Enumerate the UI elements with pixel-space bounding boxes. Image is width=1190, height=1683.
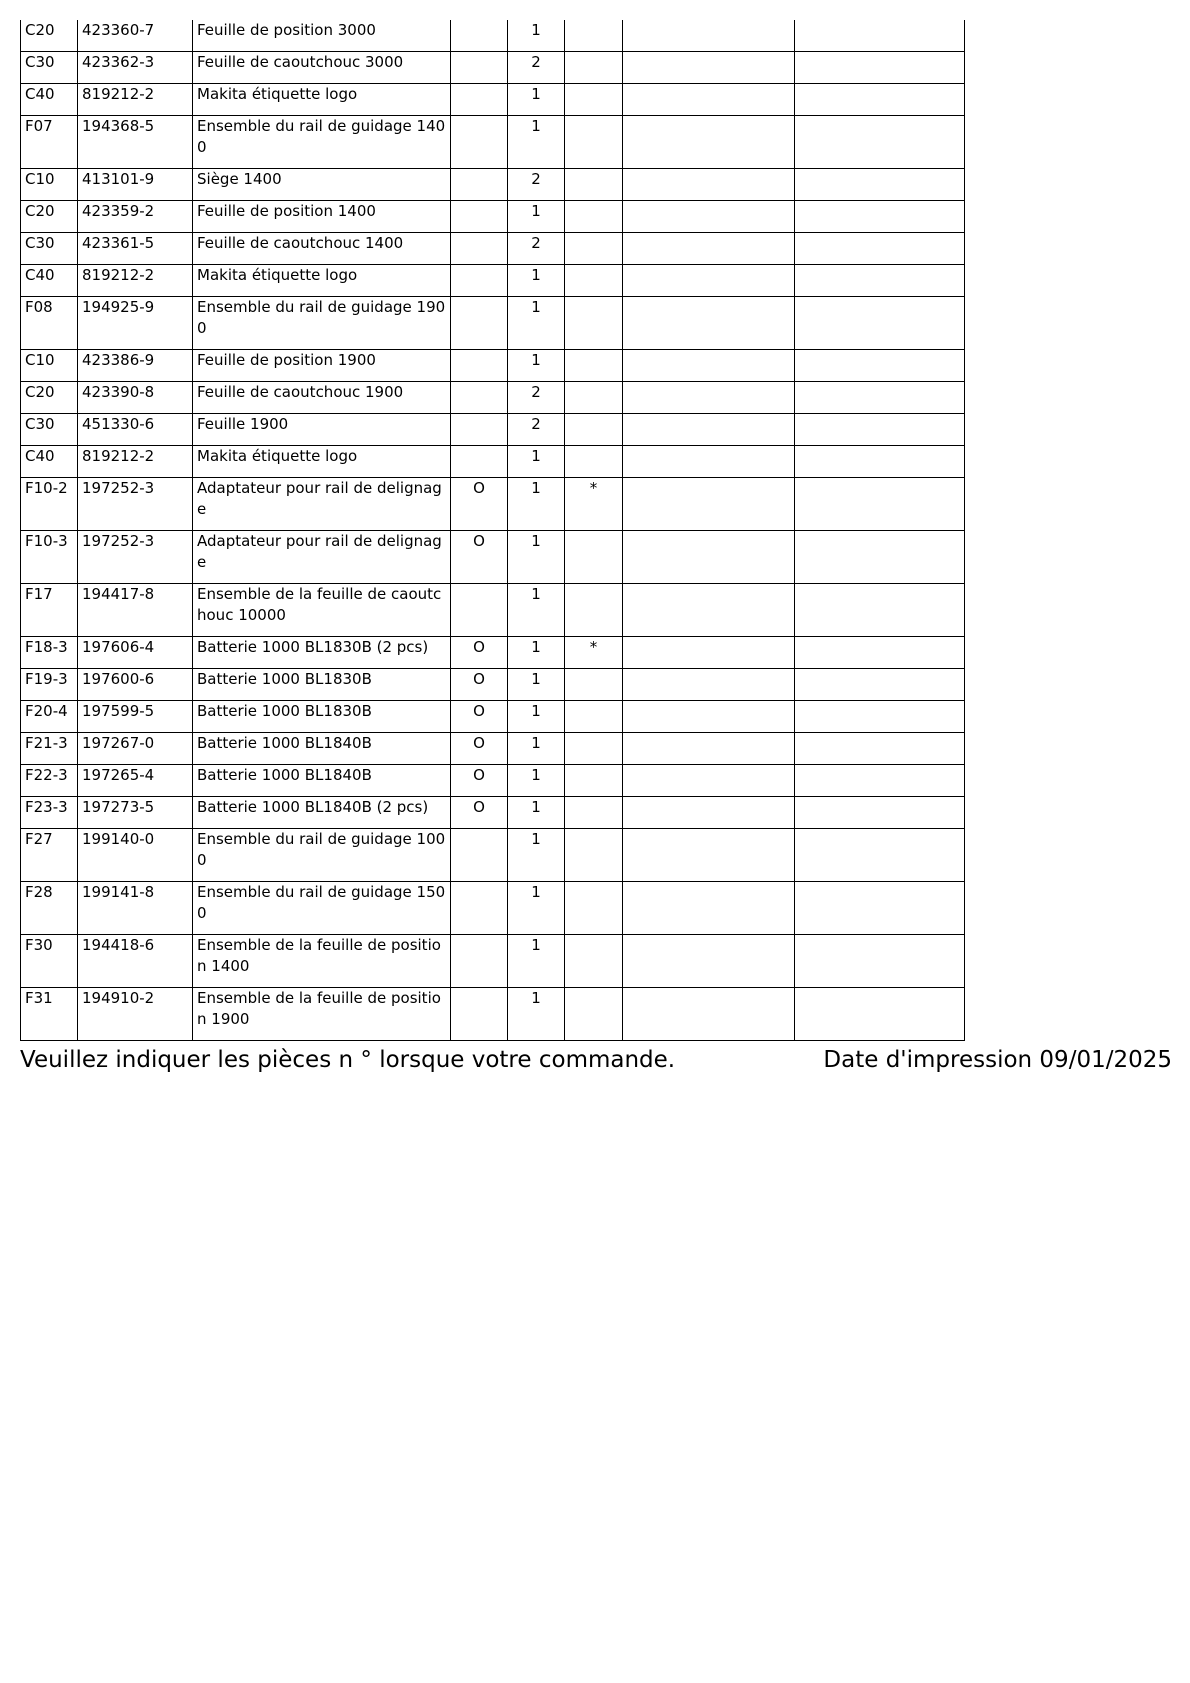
description-cell: Feuille 1900 xyxy=(193,414,451,446)
blank-cell xyxy=(623,733,795,765)
description-cell: Ensemble de la feuille de caoutchouc 10000 xyxy=(193,584,451,637)
description-cell: Ensemble du rail de guidage 1400 xyxy=(193,116,451,169)
table-row xyxy=(21,116,965,169)
quantity-cell: 1 xyxy=(508,797,565,829)
table-row xyxy=(21,988,965,1041)
table-row xyxy=(21,797,965,829)
item-number-cell: F22-3 xyxy=(21,765,78,797)
table-row xyxy=(21,829,965,882)
item-number-cell: F27 xyxy=(21,829,78,882)
blank-cell xyxy=(623,20,795,52)
item-number-cell: C40 xyxy=(21,446,78,478)
description-cell: Makita étiquette logo xyxy=(193,265,451,297)
blank-cell xyxy=(623,701,795,733)
item-number-cell: C40 xyxy=(21,265,78,297)
blank-cell xyxy=(795,478,965,531)
quantity-cell: 1 xyxy=(508,669,565,701)
blank-cell xyxy=(795,84,965,116)
table-row xyxy=(21,20,965,52)
description-cell: Batterie 1000 BL1840B xyxy=(193,765,451,797)
blank-cell xyxy=(623,84,795,116)
part-number-cell: 199141-8 xyxy=(78,882,193,935)
part-number-cell: 194925-9 xyxy=(78,297,193,350)
table-row xyxy=(21,265,965,297)
part-number-cell: 197599-5 xyxy=(78,701,193,733)
quantity-cell: 2 xyxy=(508,414,565,446)
option-cell xyxy=(451,169,508,201)
table-row xyxy=(21,935,965,988)
blank-cell xyxy=(795,829,965,882)
mark-cell xyxy=(565,829,623,882)
blank-cell xyxy=(795,52,965,84)
blank-cell xyxy=(623,350,795,382)
option-cell: O xyxy=(451,637,508,669)
item-number-cell: C20 xyxy=(21,20,78,52)
blank-cell xyxy=(795,297,965,350)
table-row xyxy=(21,584,965,637)
description-cell: Ensemble de la feuille de position 1400 xyxy=(193,935,451,988)
blank-cell xyxy=(795,797,965,829)
mark-cell xyxy=(565,765,623,797)
mark-cell xyxy=(565,935,623,988)
part-number-cell: 819212-2 xyxy=(78,84,193,116)
blank-cell xyxy=(795,265,965,297)
description-cell: Adaptateur pour rail de delignage xyxy=(193,531,451,584)
description-cell: Batterie 1000 BL1830B (2 pcs) xyxy=(193,637,451,669)
description-cell: Ensemble du rail de guidage 1500 xyxy=(193,882,451,935)
blank-cell xyxy=(623,829,795,882)
part-number-cell: 194417-8 xyxy=(78,584,193,637)
description-cell: Batterie 1000 BL1830B xyxy=(193,701,451,733)
mark-cell xyxy=(565,382,623,414)
part-number-cell: 423361-5 xyxy=(78,233,193,265)
description-cell: Ensemble du rail de guidage 1900 xyxy=(193,297,451,350)
quantity-cell: 1 xyxy=(508,531,565,584)
blank-cell xyxy=(795,669,965,701)
quantity-cell: 1 xyxy=(508,478,565,531)
mark-cell xyxy=(565,446,623,478)
quantity-cell: 1 xyxy=(508,265,565,297)
table-row xyxy=(21,84,965,116)
option-cell xyxy=(451,297,508,350)
option-cell xyxy=(451,116,508,169)
quantity-cell: 1 xyxy=(508,882,565,935)
part-number-cell: 423359-2 xyxy=(78,201,193,233)
part-number-cell: 423390-8 xyxy=(78,382,193,414)
table-row xyxy=(21,233,965,265)
description-cell: Makita étiquette logo xyxy=(193,446,451,478)
print-date: Date d'impression 09/01/2025 xyxy=(823,1047,1172,1073)
part-number-cell: 423386-9 xyxy=(78,350,193,382)
quantity-cell: 1 xyxy=(508,201,565,233)
blank-cell xyxy=(623,116,795,169)
option-cell xyxy=(451,935,508,988)
option-cell xyxy=(451,201,508,233)
description-cell: Batterie 1000 BL1830B xyxy=(193,669,451,701)
description-cell: Feuille de position 1400 xyxy=(193,201,451,233)
quantity-cell: 1 xyxy=(508,446,565,478)
blank-cell xyxy=(623,531,795,584)
item-number-cell: F08 xyxy=(21,297,78,350)
part-number-cell: 197252-3 xyxy=(78,478,193,531)
blank-cell xyxy=(623,584,795,637)
description-cell: Ensemble du rail de guidage 1000 xyxy=(193,829,451,882)
part-number-cell: 451330-6 xyxy=(78,414,193,446)
quantity-cell: 2 xyxy=(508,52,565,84)
table-row xyxy=(21,478,965,531)
blank-cell xyxy=(795,414,965,446)
table-row xyxy=(21,52,965,84)
description-cell: Feuille de position 3000 xyxy=(193,20,451,52)
mark-cell xyxy=(565,531,623,584)
item-number-cell: C20 xyxy=(21,201,78,233)
part-number-cell: 199140-0 xyxy=(78,829,193,882)
parts-table xyxy=(20,20,965,1041)
table-row xyxy=(21,765,965,797)
quantity-cell: 2 xyxy=(508,382,565,414)
mark-cell xyxy=(565,297,623,350)
option-cell xyxy=(451,233,508,265)
item-number-cell: C30 xyxy=(21,52,78,84)
blank-cell xyxy=(795,935,965,988)
table-row xyxy=(21,733,965,765)
quantity-cell: 1 xyxy=(508,765,565,797)
mark-cell xyxy=(565,233,623,265)
item-number-cell: F10-3 xyxy=(21,531,78,584)
table-row xyxy=(21,669,965,701)
blank-cell xyxy=(623,265,795,297)
description-cell: Feuille de caoutchouc 1400 xyxy=(193,233,451,265)
option-cell xyxy=(451,829,508,882)
quantity-cell: 1 xyxy=(508,84,565,116)
part-number-cell: 423362-3 xyxy=(78,52,193,84)
quantity-cell: 1 xyxy=(508,733,565,765)
option-cell xyxy=(451,84,508,116)
mark-cell: * xyxy=(565,478,623,531)
description-cell: Siège 1400 xyxy=(193,169,451,201)
option-cell: O xyxy=(451,733,508,765)
blank-cell xyxy=(623,637,795,669)
quantity-cell: 1 xyxy=(508,988,565,1041)
blank-cell xyxy=(795,584,965,637)
quantity-cell: 2 xyxy=(508,233,565,265)
quantity-cell: 1 xyxy=(508,297,565,350)
order-note: Veuillez indiquer les pièces n ° lorsque votre commande. xyxy=(20,1047,676,1073)
description-cell: Makita étiquette logo xyxy=(193,84,451,116)
item-number-cell: F23-3 xyxy=(21,797,78,829)
item-number-cell: F10-2 xyxy=(21,478,78,531)
item-number-cell: F19-3 xyxy=(21,669,78,701)
quantity-cell: 1 xyxy=(508,637,565,669)
mark-cell xyxy=(565,116,623,169)
option-cell xyxy=(451,382,508,414)
mark-cell xyxy=(565,701,623,733)
blank-cell xyxy=(795,988,965,1041)
blank-cell xyxy=(623,382,795,414)
blank-cell xyxy=(623,797,795,829)
item-number-cell: C30 xyxy=(21,233,78,265)
option-cell: O xyxy=(451,701,508,733)
table-row xyxy=(21,414,965,446)
table-row xyxy=(21,350,965,382)
quantity-cell: 1 xyxy=(508,935,565,988)
option-cell xyxy=(451,52,508,84)
blank-cell xyxy=(795,765,965,797)
mark-cell xyxy=(565,414,623,446)
parts-table-body xyxy=(21,20,965,1041)
blank-cell xyxy=(795,446,965,478)
table-row xyxy=(21,882,965,935)
option-cell: O xyxy=(451,797,508,829)
option-cell xyxy=(451,20,508,52)
blank-cell xyxy=(795,531,965,584)
quantity-cell: 1 xyxy=(508,701,565,733)
blank-cell xyxy=(795,637,965,669)
item-number-cell: F17 xyxy=(21,584,78,637)
item-number-cell: F18-3 xyxy=(21,637,78,669)
mark-cell xyxy=(565,169,623,201)
item-number-cell: C20 xyxy=(21,382,78,414)
blank-cell xyxy=(795,116,965,169)
blank-cell xyxy=(795,201,965,233)
mark-cell xyxy=(565,20,623,52)
blank-cell xyxy=(623,52,795,84)
table-row xyxy=(21,169,965,201)
item-number-cell: C40 xyxy=(21,84,78,116)
mark-cell xyxy=(565,350,623,382)
mark-cell xyxy=(565,52,623,84)
item-number-cell: F30 xyxy=(21,935,78,988)
mark-cell xyxy=(565,882,623,935)
description-cell: Feuille de caoutchouc 1900 xyxy=(193,382,451,414)
option-cell: O xyxy=(451,531,508,584)
option-cell xyxy=(451,446,508,478)
blank-cell xyxy=(795,169,965,201)
item-number-cell: F28 xyxy=(21,882,78,935)
mark-cell xyxy=(565,797,623,829)
part-number-cell: 197600-6 xyxy=(78,669,193,701)
quantity-cell: 1 xyxy=(508,584,565,637)
mark-cell xyxy=(565,201,623,233)
mark-cell xyxy=(565,584,623,637)
table-row xyxy=(21,201,965,233)
mark-cell xyxy=(565,669,623,701)
item-number-cell: C30 xyxy=(21,414,78,446)
blank-cell xyxy=(795,882,965,935)
part-number-cell: 197273-5 xyxy=(78,797,193,829)
option-cell xyxy=(451,988,508,1041)
description-cell: Feuille de caoutchouc 3000 xyxy=(193,52,451,84)
quantity-cell: 1 xyxy=(508,350,565,382)
mark-cell xyxy=(565,84,623,116)
blank-cell xyxy=(623,935,795,988)
table-row xyxy=(21,701,965,733)
blank-cell xyxy=(795,733,965,765)
part-number-cell: 413101-9 xyxy=(78,169,193,201)
item-number-cell: F07 xyxy=(21,116,78,169)
part-number-cell: 194418-6 xyxy=(78,935,193,988)
blank-cell xyxy=(795,701,965,733)
part-number-cell: 197606-4 xyxy=(78,637,193,669)
blank-cell xyxy=(795,382,965,414)
blank-cell xyxy=(623,988,795,1041)
blank-cell xyxy=(795,350,965,382)
description-cell: Ensemble de la feuille de position 1900 xyxy=(193,988,451,1041)
option-cell xyxy=(451,350,508,382)
part-number-cell: 819212-2 xyxy=(78,446,193,478)
blank-cell xyxy=(795,20,965,52)
blank-cell xyxy=(623,414,795,446)
option-cell xyxy=(451,882,508,935)
blank-cell xyxy=(623,765,795,797)
part-number-cell: 197252-3 xyxy=(78,531,193,584)
blank-cell xyxy=(623,169,795,201)
option-cell: O xyxy=(451,478,508,531)
blank-cell xyxy=(623,882,795,935)
option-cell xyxy=(451,414,508,446)
table-row xyxy=(21,382,965,414)
blank-cell xyxy=(623,669,795,701)
item-number-cell: F31 xyxy=(21,988,78,1041)
table-row xyxy=(21,446,965,478)
description-cell: Feuille de position 1900 xyxy=(193,350,451,382)
table-row xyxy=(21,531,965,584)
quantity-cell: 1 xyxy=(508,829,565,882)
blank-cell xyxy=(623,233,795,265)
part-number-cell: 423360-7 xyxy=(78,20,193,52)
quantity-cell: 2 xyxy=(508,169,565,201)
table-row xyxy=(21,297,965,350)
mark-cell xyxy=(565,988,623,1041)
blank-cell xyxy=(623,297,795,350)
blank-cell xyxy=(623,446,795,478)
quantity-cell: 1 xyxy=(508,20,565,52)
item-number-cell: C10 xyxy=(21,350,78,382)
part-number-cell: 197267-0 xyxy=(78,733,193,765)
part-number-cell: 194910-2 xyxy=(78,988,193,1041)
option-cell: O xyxy=(451,765,508,797)
option-cell: O xyxy=(451,669,508,701)
blank-cell xyxy=(795,233,965,265)
mark-cell xyxy=(565,733,623,765)
table-row xyxy=(21,637,965,669)
item-number-cell: F21-3 xyxy=(21,733,78,765)
option-cell xyxy=(451,265,508,297)
item-number-cell: C10 xyxy=(21,169,78,201)
part-number-cell: 819212-2 xyxy=(78,265,193,297)
item-number-cell: F20-4 xyxy=(21,701,78,733)
description-cell: Batterie 1000 BL1840B (2 pcs) xyxy=(193,797,451,829)
mark-cell: * xyxy=(565,637,623,669)
part-number-cell: 194368-5 xyxy=(78,116,193,169)
option-cell xyxy=(451,584,508,637)
blank-cell xyxy=(623,201,795,233)
part-number-cell: 197265-4 xyxy=(78,765,193,797)
description-cell: Batterie 1000 BL1840B xyxy=(193,733,451,765)
description-cell: Adaptateur pour rail de delignage xyxy=(193,478,451,531)
mark-cell xyxy=(565,265,623,297)
blank-cell xyxy=(623,478,795,531)
quantity-cell: 1 xyxy=(508,116,565,169)
